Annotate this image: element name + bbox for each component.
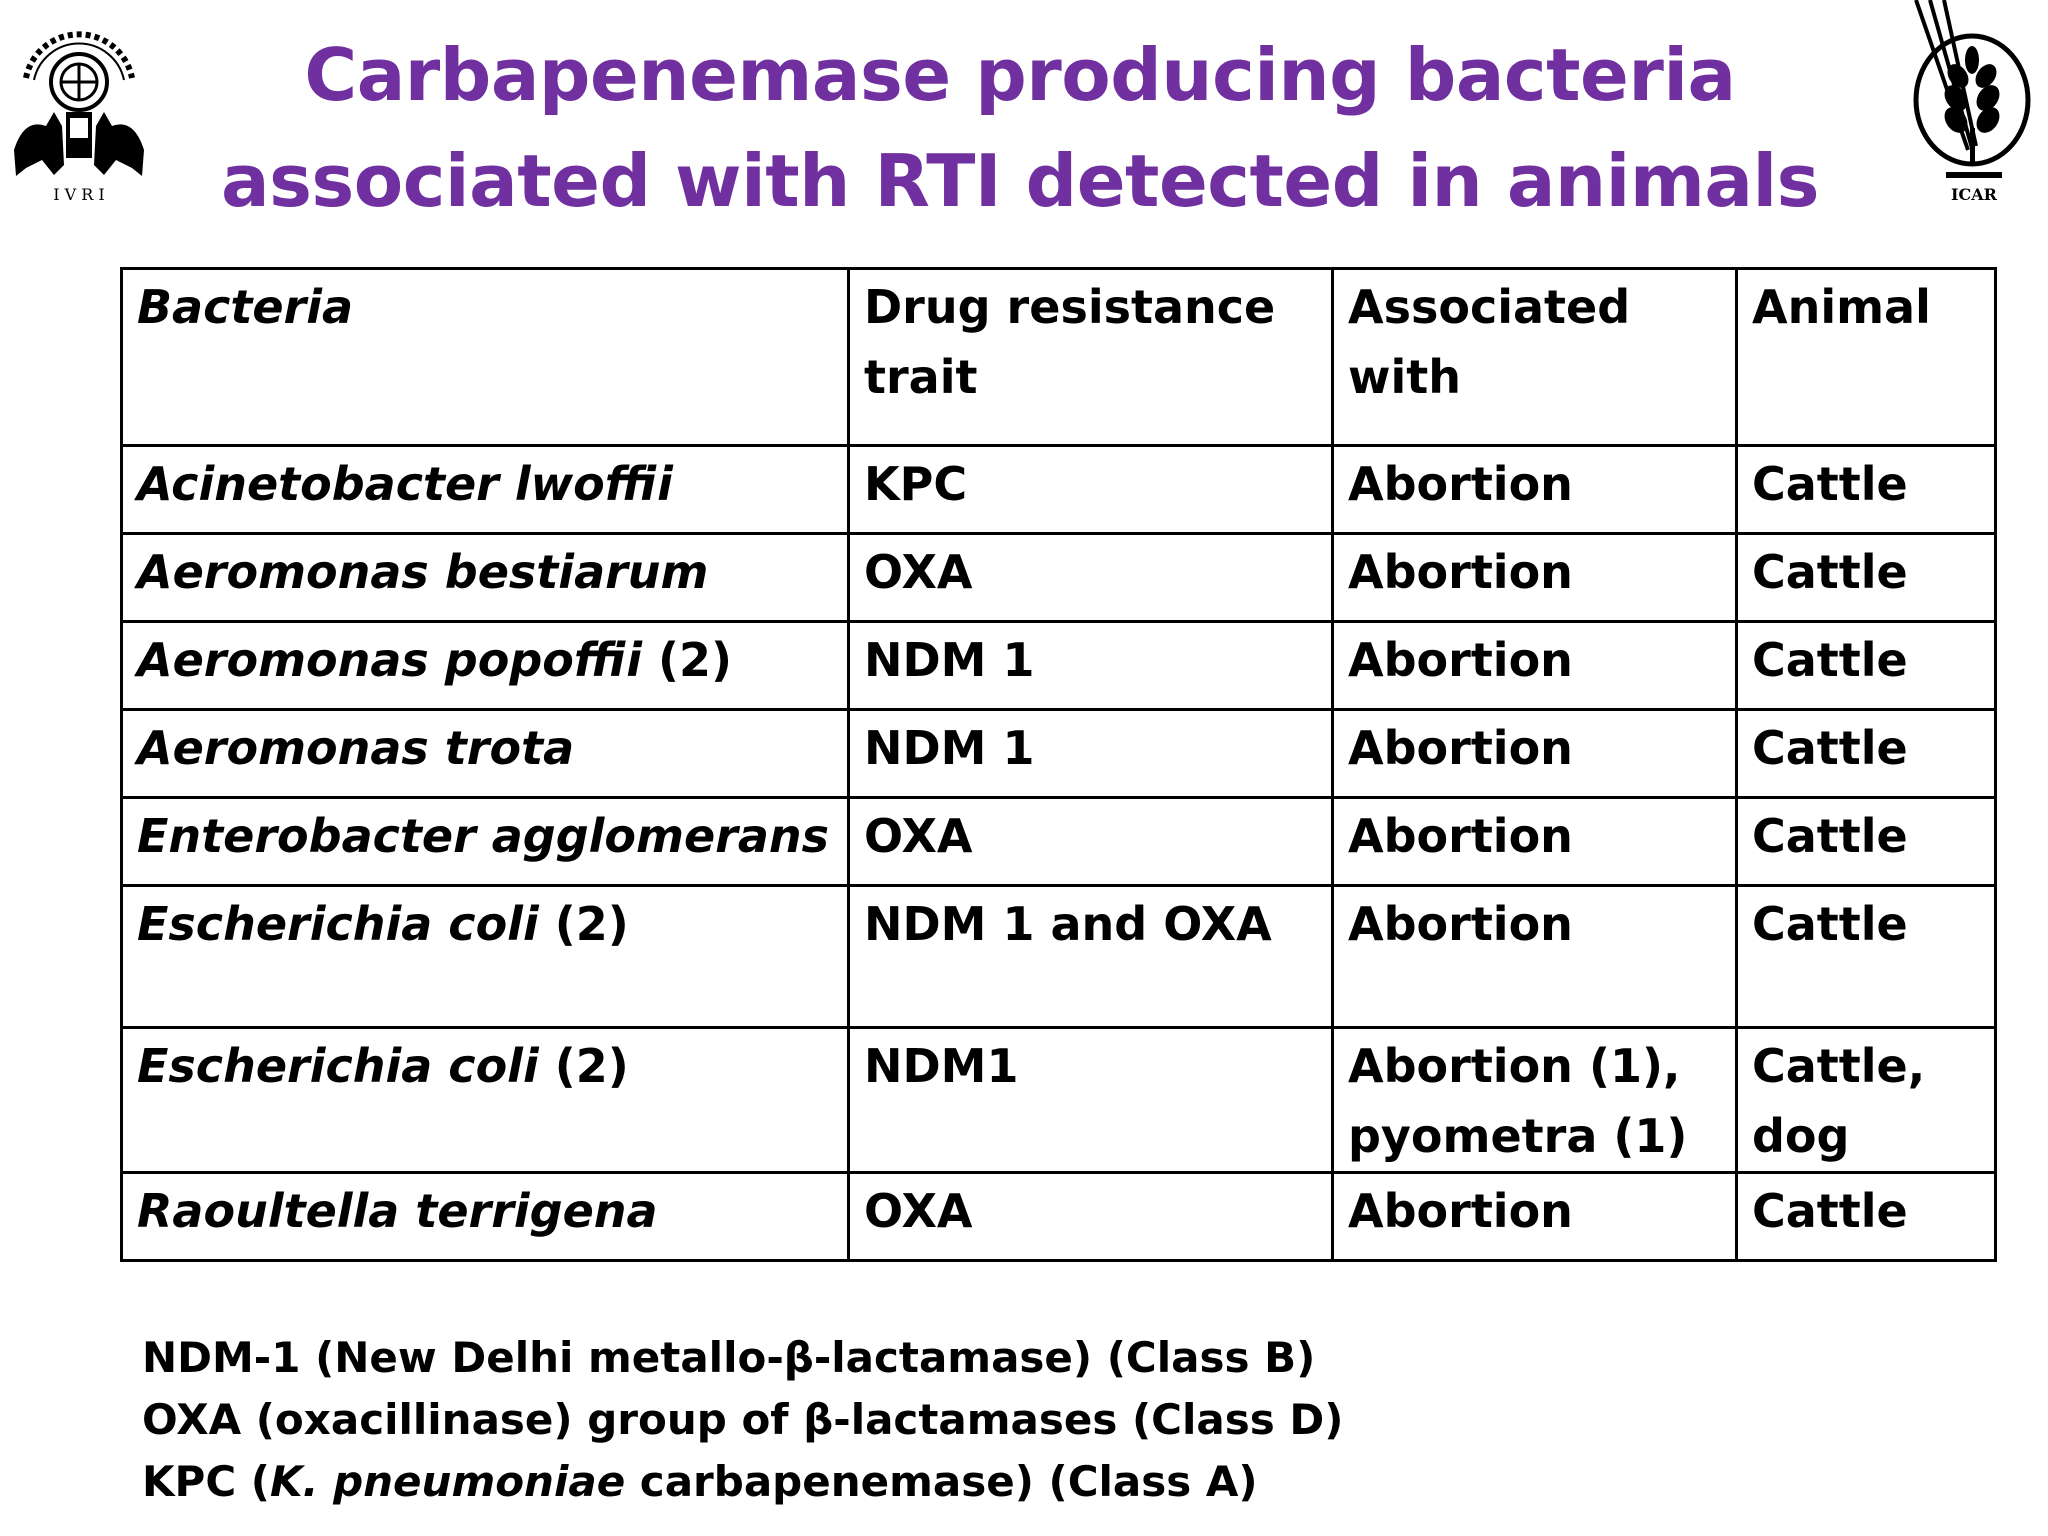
cell-associated — [1333, 886, 1737, 1028]
cell-trait — [849, 1028, 1333, 1173]
slide-title-line-1: Carbapenemase producing bacteria — [304, 33, 1736, 117]
cell-trait — [849, 534, 1333, 622]
cell-associated — [1333, 798, 1737, 886]
table-row — [122, 886, 1996, 1028]
associated-line-1: Abortion — [1348, 809, 1573, 863]
slide-title-line-2: associated with RTI detected in animals — [220, 139, 1819, 223]
ivri-logo — [4, 0, 154, 210]
bacteria-table — [120, 267, 1997, 1262]
animal-line-1: Cattle — [1752, 545, 1908, 599]
trait-value: KPC — [864, 457, 968, 511]
trait-value: NDM 1 and OXA — [864, 897, 1272, 951]
cell-trait — [849, 886, 1333, 1028]
cell-associated — [1333, 1028, 1737, 1173]
bacteria-count: (2) — [641, 633, 733, 687]
bacteria-name: Enterobacter agglomerans — [137, 809, 830, 863]
footnote-ndm: NDM-1 (New Delhi metallo-β-lactamase) (Class B) — [142, 1333, 1316, 1382]
table-row — [122, 446, 1996, 534]
header-animal-label: Animal — [1752, 280, 1931, 334]
associated-line-1: Abortion — [1348, 545, 1573, 599]
bacteria-name: Raoultella terrigena — [137, 1184, 658, 1238]
trait-value: OXA — [864, 545, 973, 599]
ivri-logo-icon — [4, 0, 154, 210]
footnote-oxa: OXA (oxacillinase) group of β-lactamases (Class D) — [142, 1395, 1344, 1444]
slide-title — [190, 22, 1850, 234]
cell-animal — [1737, 1173, 1996, 1261]
table-row — [122, 622, 1996, 710]
animal-line-1: Cattle — [1752, 721, 1908, 775]
bacteria-name: Escherichia coli — [137, 1039, 539, 1093]
trait-value: NDM 1 — [864, 633, 1035, 687]
animal-line-1: Cattle, — [1752, 1039, 1926, 1093]
animal-line-1: Cattle — [1752, 633, 1908, 687]
header-associated-line-2: with — [1348, 350, 1462, 404]
cell-animal — [1737, 446, 1996, 534]
bacteria-name: Escherichia coli — [137, 897, 539, 951]
footnotes — [142, 1327, 1343, 1513]
cell-bacteria — [122, 710, 849, 798]
cell-animal — [1737, 710, 1996, 798]
cell-animal — [1737, 886, 1996, 1028]
animal-line-1: Cattle — [1752, 897, 1908, 951]
header-associated-line-1: Associated — [1348, 280, 1631, 334]
cell-bacteria — [122, 1028, 849, 1173]
cell-bacteria — [122, 1173, 849, 1261]
bacteria-name: Acinetobacter lwoffii — [137, 457, 673, 511]
cell-associated — [1333, 446, 1737, 534]
cell-associated — [1333, 622, 1737, 710]
icar-logo — [1886, 0, 2036, 210]
associated-line-1: Abortion (1), — [1348, 1039, 1681, 1093]
cell-animal — [1737, 622, 1996, 710]
associated-line-1: Abortion — [1348, 721, 1573, 775]
associated-line-2: pyometra (1) — [1348, 1109, 1688, 1163]
table-row — [122, 534, 1996, 622]
footnote-kpc-species: K. pneumoniae — [269, 1457, 626, 1506]
cell-associated — [1333, 1173, 1737, 1261]
cell-bacteria — [122, 446, 849, 534]
bacteria-name: Aeromonas popoffii — [137, 633, 642, 687]
associated-line-1: Abortion — [1348, 897, 1573, 951]
header-trait — [849, 269, 1333, 446]
table-row — [122, 1173, 1996, 1261]
header-bacteria — [122, 269, 849, 446]
table-row — [122, 1028, 1996, 1173]
trait-value: NDM1 — [864, 1039, 1019, 1093]
trait-value: NDM 1 — [864, 721, 1035, 775]
header-trait-line-2: trait — [864, 350, 978, 404]
cell-animal — [1737, 534, 1996, 622]
cell-bacteria — [122, 886, 849, 1028]
cell-associated — [1333, 710, 1737, 798]
header-trait-line-1: Drug resistance — [864, 280, 1276, 334]
bacteria-name: Aeromonas trota — [137, 721, 575, 775]
cell-trait — [849, 710, 1333, 798]
trait-value: OXA — [864, 809, 973, 863]
trait-value: OXA — [864, 1184, 973, 1238]
animal-line-2: dog — [1752, 1109, 1850, 1163]
cell-trait — [849, 798, 1333, 886]
footnote-kpc — [142, 1451, 1343, 1513]
cell-bacteria — [122, 798, 849, 886]
footnote-kpc-prefix: KPC ( — [142, 1457, 270, 1506]
associated-line-1: Abortion — [1348, 457, 1573, 511]
cell-animal — [1737, 1028, 1996, 1173]
bacteria-count: (2) — [538, 897, 629, 951]
bacteria-count: (2) — [538, 1039, 629, 1093]
table-row — [122, 710, 1996, 798]
animal-line-1: Cattle — [1752, 457, 1908, 511]
animal-line-1: Cattle — [1752, 1184, 1908, 1238]
cell-trait — [849, 1173, 1333, 1261]
header-bacteria-label: Bacteria — [137, 280, 354, 334]
ivri-caption: I V R I — [53, 185, 105, 204]
cell-bacteria — [122, 622, 849, 710]
cell-trait — [849, 446, 1333, 534]
footnote-kpc-suffix: carbapenemase) (Class A) — [625, 1457, 1258, 1506]
animal-line-1: Cattle — [1752, 809, 1908, 863]
cell-animal — [1737, 798, 1996, 886]
associated-line-1: Abortion — [1348, 1184, 1573, 1238]
header-animal — [1737, 269, 1996, 446]
cell-bacteria — [122, 534, 849, 622]
header-associated — [1333, 269, 1737, 446]
table-row — [122, 798, 1996, 886]
icar-caption: ICAR — [1951, 185, 1997, 204]
table-header-row — [122, 269, 1996, 446]
cell-associated — [1333, 534, 1737, 622]
icar-logo-icon — [1886, 0, 2036, 210]
cell-trait — [849, 622, 1333, 710]
bacteria-name: Aeromonas bestiarum — [137, 545, 709, 599]
associated-line-1: Abortion — [1348, 633, 1573, 687]
